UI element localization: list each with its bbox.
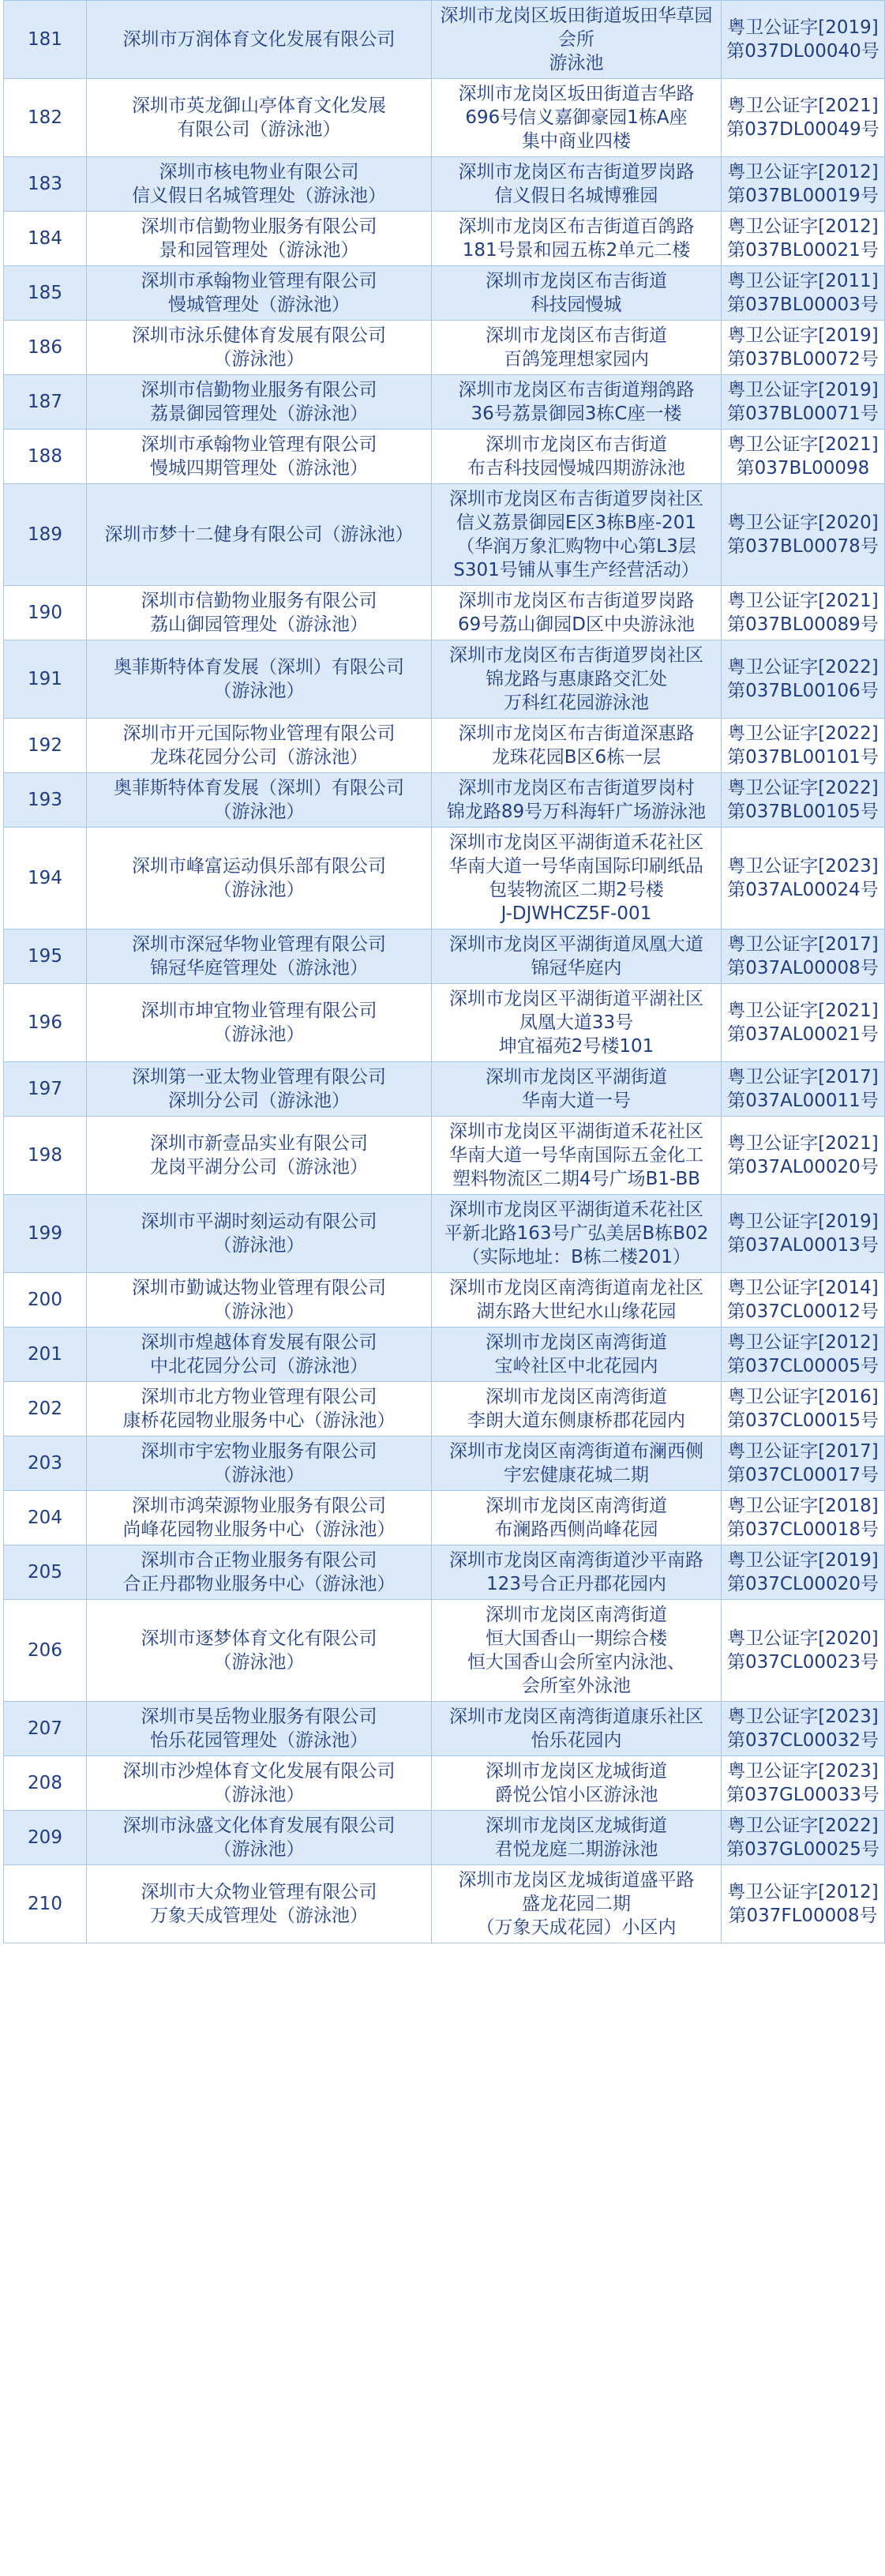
company-name-cell: 深圳市沙煌体育文化发展有限公司 （游泳池）	[87, 1756, 432, 1811]
company-name-cell: 深圳市峰富运动俱乐部有限公司 （游泳池）	[87, 828, 432, 929]
row-number-cell: 185	[4, 266, 87, 321]
license-number-cell: 粤卫公证字[2021] 第037BL00089号	[722, 586, 885, 640]
address-cell: 深圳市龙岗区南湾街道布澜西侧 宇宏健康花城二期	[432, 1436, 722, 1491]
row-number-cell: 182	[4, 79, 87, 157]
company-name-cell: 深圳市泳盛文化体育发展有限公司 （游泳池）	[87, 1811, 432, 1865]
company-name-cell: 深圳市深冠华物业管理有限公司 锦冠华庭管理处（游泳池）	[87, 929, 432, 984]
license-number-cell: 粤卫公证字[2019] 第037DL00040号	[722, 1, 885, 79]
address-cell: 深圳市龙岗区南湾街道 布澜路西侧尚峰花园	[432, 1491, 722, 1545]
address-cell: 深圳市龙岗区龙城街道盛平路 盛龙花园二期 （万象天成花园）小区内	[432, 1865, 722, 1943]
license-number-cell: 粤卫公证字[2023] 第037AL00024号	[722, 828, 885, 929]
table-row	[4, 1117, 885, 1195]
row-number-cell: 196	[4, 984, 87, 1062]
table-row	[4, 1195, 885, 1273]
table-row	[4, 1327, 885, 1382]
address-cell: 深圳市龙岗区布吉街道罗岗路 69号荔山御园D区中央游泳池	[432, 586, 722, 640]
company-name-cell: 深圳市新壹品实业有限公司 龙岗平湖分公司（游泳池）	[87, 1117, 432, 1195]
address-cell: 深圳市龙岗区布吉街道 布吉科技园慢城四期游泳池	[432, 430, 722, 484]
address-cell: 深圳市龙岗区平湖街道禾花社区 华南大道一号华南国际五金化工 塑料物流区二期4号广场B1-BB	[432, 1117, 722, 1195]
company-name-cell: 深圳市逐梦体育文化有限公司 （游泳池）	[87, 1600, 432, 1702]
table-row	[4, 212, 885, 266]
address-cell: 深圳市龙岗区布吉街道深惠路 龙珠花园B区6栋一层	[432, 719, 722, 773]
table-row	[4, 430, 885, 484]
table-row	[4, 266, 885, 321]
license-number-cell: 粤卫公证字[2020] 第037BL00078号	[722, 484, 885, 586]
row-number-cell: 201	[4, 1327, 87, 1382]
row-number-cell: 200	[4, 1273, 87, 1327]
row-number-cell: 192	[4, 719, 87, 773]
license-number-cell: 粤卫公证字[2019] 第037BL00072号	[722, 321, 885, 375]
row-number-cell: 189	[4, 484, 87, 586]
table-row	[4, 1062, 885, 1117]
license-number-cell: 粤卫公证字[2019] 第037CL00020号	[722, 1545, 885, 1600]
row-number-cell: 195	[4, 929, 87, 984]
pool-license-table	[3, 0, 885, 1943]
table-row	[4, 1382, 885, 1436]
address-cell: 深圳市龙岗区平湖街道 华南大道一号	[432, 1062, 722, 1117]
row-number-cell: 190	[4, 586, 87, 640]
table-row	[4, 1491, 885, 1545]
license-number-cell: 粤卫公证字[2012] 第037CL00005号	[722, 1327, 885, 1382]
row-number-cell: 181	[4, 1, 87, 79]
table-row	[4, 1436, 885, 1491]
company-name-cell: 深圳市北方物业管理有限公司 康桥花园物业服务中心（游泳池）	[87, 1382, 432, 1436]
address-cell: 深圳市龙岗区南湾街道南龙社区 湖东路大世纪水山缘花园	[432, 1273, 722, 1327]
license-number-cell: 粤卫公证字[2021] 第037AL00021号	[722, 984, 885, 1062]
table-row	[4, 79, 885, 157]
license-number-cell: 粤卫公证字[2022] 第037BL00106号	[722, 640, 885, 719]
address-cell: 深圳市龙岗区南湾街道 宝岭社区中北花园内	[432, 1327, 722, 1382]
license-number-cell: 粤卫公证字[2022] 第037BL00105号	[722, 773, 885, 828]
license-number-cell: 粤卫公证字[2021] 第037BL00098	[722, 430, 885, 484]
table-row	[4, 773, 885, 828]
row-number-cell: 204	[4, 1491, 87, 1545]
row-number-cell: 209	[4, 1811, 87, 1865]
address-cell: 深圳市龙岗区南湾街道沙平南路 123号合正丹郡花园内	[432, 1545, 722, 1600]
license-number-cell: 粤卫公证字[2021] 第037DL00049号	[722, 79, 885, 157]
address-cell: 深圳市龙岗区坂田街道吉华路 696号信义嘉御豪园1栋A座 集中商业四楼	[432, 79, 722, 157]
table-row	[4, 375, 885, 430]
company-name-cell: 深圳市泳乐健体育发展有限公司 （游泳池）	[87, 321, 432, 375]
company-name-cell: 深圳市核电物业有限公司 信义假日名城管理处（游泳池）	[87, 157, 432, 212]
company-name-cell: 深圳市昊岳物业服务有限公司 怡乐花园管理处（游泳池）	[87, 1702, 432, 1756]
address-cell: 深圳市龙岗区布吉街道罗岗社区 锦龙路与惠康路交汇处 万科红花园游泳池	[432, 640, 722, 719]
row-number-cell: 194	[4, 828, 87, 929]
license-number-cell: 粤卫公证字[2020] 第037CL00023号	[722, 1600, 885, 1702]
company-name-cell: 深圳市万润体育文化发展有限公司	[87, 1, 432, 79]
company-name-cell: 深圳市信勤物业服务有限公司 景和园管理处（游泳池）	[87, 212, 432, 266]
row-number-cell: 198	[4, 1117, 87, 1195]
address-cell: 深圳市龙岗区布吉街道罗岗路 信义假日名城博雅园	[432, 157, 722, 212]
row-number-cell: 184	[4, 212, 87, 266]
company-name-cell: 深圳市承翰物业管理有限公司 慢城管理处（游泳池）	[87, 266, 432, 321]
address-cell: 深圳市龙岗区布吉街道罗岗村 锦龙路89号万科海轩广场游泳池	[432, 773, 722, 828]
company-name-cell: 深圳市英龙御山亭体育文化发展 有限公司（游泳池）	[87, 79, 432, 157]
table-row	[4, 484, 885, 586]
license-number-cell: 粤卫公证字[2018] 第037CL00018号	[722, 1491, 885, 1545]
address-cell: 深圳市龙岗区南湾街道康乐社区 怡乐花园内	[432, 1702, 722, 1756]
license-number-cell: 粤卫公证字[2011] 第037BL00003号	[722, 266, 885, 321]
row-number-cell: 203	[4, 1436, 87, 1491]
license-number-cell: 粤卫公证字[2017] 第037CL00017号	[722, 1436, 885, 1491]
company-name-cell: 深圳市开元国际物业管理有限公司 龙珠花园分公司（游泳池）	[87, 719, 432, 773]
row-number-cell: 191	[4, 640, 87, 719]
row-number-cell: 183	[4, 157, 87, 212]
address-cell: 深圳市龙岗区龙城街道 君悦龙庭二期游泳池	[432, 1811, 722, 1865]
table-row	[4, 1600, 885, 1702]
address-cell: 深圳市龙岗区龙城街道 爵悦公馆小区游泳池	[432, 1756, 722, 1811]
pool-license-table-wrapper	[3, 0, 879, 1943]
company-name-cell: 深圳市鸿荣源物业服务有限公司 尚峰花园物业服务中心（游泳池）	[87, 1491, 432, 1545]
row-number-cell: 197	[4, 1062, 87, 1117]
row-number-cell: 210	[4, 1865, 87, 1943]
address-cell: 深圳市龙岗区布吉街道翔鸽路 36号荔景御园3栋C座一楼	[432, 375, 722, 430]
address-cell: 深圳市龙岗区布吉街道 百鸽笼理想家园内	[432, 321, 722, 375]
table-row	[4, 828, 885, 929]
license-number-cell: 粤卫公证字[2021] 第037AL00020号	[722, 1117, 885, 1195]
license-number-cell: 粤卫公证字[2012] 第037BL00021号	[722, 212, 885, 266]
table-row	[4, 157, 885, 212]
license-number-cell: 粤卫公证字[2022] 第037BL00101号	[722, 719, 885, 773]
row-number-cell: 206	[4, 1600, 87, 1702]
address-cell: 深圳市龙岗区平湖街道凤凰大道 锦冠华庭内	[432, 929, 722, 984]
row-number-cell: 202	[4, 1382, 87, 1436]
license-number-cell: 粤卫公证字[2012] 第037BL00019号	[722, 157, 885, 212]
row-number-cell: 188	[4, 430, 87, 484]
company-name-cell: 深圳市信勤物业服务有限公司 荔山御园管理处（游泳池）	[87, 586, 432, 640]
license-number-cell: 粤卫公证字[2019] 第037AL00013号	[722, 1195, 885, 1273]
row-number-cell: 186	[4, 321, 87, 375]
license-number-cell: 粤卫公证字[2017] 第037AL00011号	[722, 1062, 885, 1117]
company-name-cell: 深圳市梦十二健身有限公司（游泳池）	[87, 484, 432, 586]
row-number-cell: 208	[4, 1756, 87, 1811]
table-row	[4, 1756, 885, 1811]
company-name-cell: 深圳市承翰物业管理有限公司 慢城四期管理处（游泳池）	[87, 430, 432, 484]
license-number-cell: 粤卫公证字[2019] 第037BL00071号	[722, 375, 885, 430]
row-number-cell: 207	[4, 1702, 87, 1756]
table-row	[4, 1702, 885, 1756]
table-row	[4, 1273, 885, 1327]
table-row	[4, 1545, 885, 1600]
table-row	[4, 586, 885, 640]
company-name-cell: 深圳市合正物业服务有限公司 合正丹郡物业服务中心（游泳池）	[87, 1545, 432, 1600]
row-number-cell: 205	[4, 1545, 87, 1600]
license-number-cell: 粤卫公证字[2014] 第037CL00012号	[722, 1273, 885, 1327]
address-cell: 深圳市龙岗区布吉街道 科技园慢城	[432, 266, 722, 321]
table-row	[4, 929, 885, 984]
address-cell: 深圳市龙岗区南湾街道 恒大国香山一期综合楼 恒大国香山会所室内泳池、 会所室外泳池	[432, 1600, 722, 1702]
company-name-cell: 深圳市煌越体育发展有限公司 中北花园分公司（游泳池）	[87, 1327, 432, 1382]
row-number-cell: 187	[4, 375, 87, 430]
license-number-cell: 粤卫公证字[2017] 第037AL00008号	[722, 929, 885, 984]
license-number-cell: 粤卫公证字[2012] 第037FL00008号	[722, 1865, 885, 1943]
address-cell: 深圳市龙岗区布吉街道百鸽路 181号景和园五栋2单元二楼	[432, 212, 722, 266]
address-cell: 深圳市龙岗区平湖街道禾花社区 华南大道一号华南国际印刷纸品 包装物流区二期2号楼 J-DJWHCZ5F-001	[432, 828, 722, 929]
company-name-cell: 奥菲斯特体育发展（深圳）有限公司 （游泳池）	[87, 640, 432, 719]
license-number-cell: 粤卫公证字[2016] 第037CL00015号	[722, 1382, 885, 1436]
company-name-cell: 深圳市勤诚达物业管理有限公司 （游泳池）	[87, 1273, 432, 1327]
table-row	[4, 1865, 885, 1943]
company-name-cell: 深圳市平湖时刻运动有限公司 （游泳池）	[87, 1195, 432, 1273]
row-number-cell: 193	[4, 773, 87, 828]
address-cell: 深圳市龙岗区坂田街道坂田华草园会所 游泳池	[432, 1, 722, 79]
company-name-cell: 深圳第一亚太物业管理有限公司 深圳分公司（游泳池）	[87, 1062, 432, 1117]
company-name-cell: 深圳市信勤物业服务有限公司 荔景御园管理处（游泳池）	[87, 375, 432, 430]
table-body	[4, 1, 885, 1943]
company-name-cell: 深圳市坤宜物业管理有限公司 （游泳池）	[87, 984, 432, 1062]
company-name-cell: 奥菲斯特体育发展（深圳）有限公司 （游泳池）	[87, 773, 432, 828]
license-number-cell: 粤卫公证字[2022] 第037GL00025号	[722, 1811, 885, 1865]
company-name-cell: 深圳市宇宏物业服务有限公司 （游泳池）	[87, 1436, 432, 1491]
license-number-cell: 粤卫公证字[2023] 第037CL00032号	[722, 1702, 885, 1756]
license-number-cell: 粤卫公证字[2023] 第037GL00033号	[722, 1756, 885, 1811]
table-row	[4, 1811, 885, 1865]
address-cell: 深圳市龙岗区平湖街道禾花社区 平新北路163号广弘美居B栋B02 （实际地址：B栋二楼201）	[432, 1195, 722, 1273]
table-row	[4, 321, 885, 375]
table-row	[4, 1, 885, 79]
table-row	[4, 719, 885, 773]
address-cell: 深圳市龙岗区平湖街道平湖社区 凤凰大道33号 坤宜福苑2号楼101	[432, 984, 722, 1062]
address-cell: 深圳市龙岗区南湾街道 李朗大道东侧康桥郡花园内	[432, 1382, 722, 1436]
row-number-cell: 199	[4, 1195, 87, 1273]
table-row	[4, 640, 885, 719]
company-name-cell: 深圳市大众物业管理有限公司 万象天成管理处（游泳池）	[87, 1865, 432, 1943]
address-cell: 深圳市龙岗区布吉街道罗岗社区 信义荔景御园E区3栋B座-201 （华润万象汇购物中心第L3层 S301号铺从事生产经营活动）	[432, 484, 722, 586]
table-row	[4, 984, 885, 1062]
